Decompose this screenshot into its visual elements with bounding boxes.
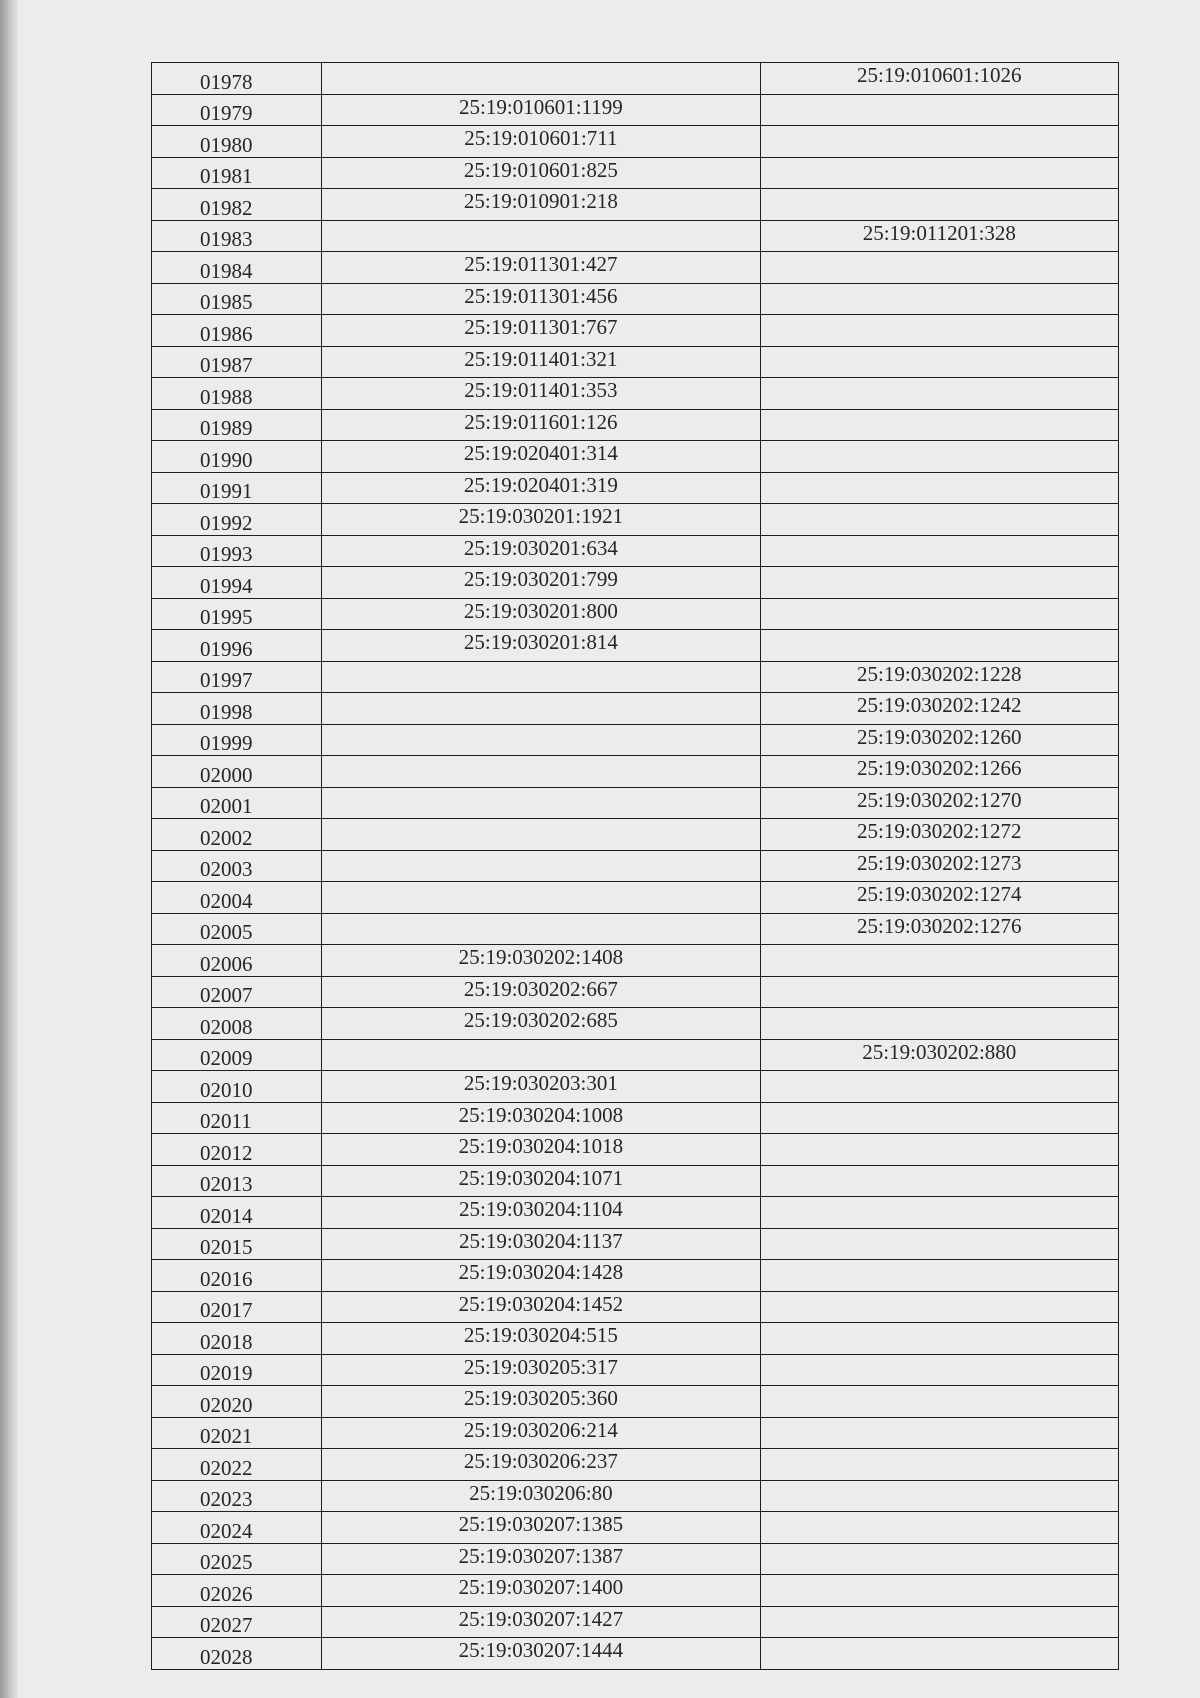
cadastral-number-cell-secondary	[760, 1102, 1118, 1134]
row-number-cell: 02026	[152, 1575, 322, 1607]
cadastral-number-cell-secondary	[760, 535, 1118, 567]
row-number-cell: 02015	[152, 1228, 322, 1260]
scan-edge-shadow	[0, 0, 18, 1698]
cadastral-number-cell-secondary	[760, 315, 1118, 347]
row-number-cell: 02004	[152, 882, 322, 914]
table-row	[152, 787, 1119, 819]
row-number-cell: 01994	[152, 567, 322, 599]
row-number-cell: 02013	[152, 1165, 322, 1197]
table-row	[152, 1606, 1119, 1638]
cadastral-number-cell-secondary: 25:19:030202:1273	[760, 850, 1118, 882]
row-number-cell: 01998	[152, 693, 322, 725]
cadastral-number-cell-primary	[322, 913, 760, 945]
cadastral-number-cell-primary: 25:19:030203:301	[322, 1071, 760, 1103]
table-row	[152, 315, 1119, 347]
cadastral-number-cell-secondary	[760, 504, 1118, 536]
cadastral-number-cell-primary: 25:19:030207:1387	[322, 1543, 760, 1575]
row-number-cell: 02023	[152, 1480, 322, 1512]
row-number-cell: 02016	[152, 1260, 322, 1292]
cadastral-number-cell-primary	[322, 1039, 760, 1071]
table-row	[152, 63, 1119, 95]
row-number-cell: 01996	[152, 630, 322, 662]
cadastral-number-cell-primary: 25:19:030204:1137	[322, 1228, 760, 1260]
cadastral-number-cell-primary: 25:19:030205:317	[322, 1354, 760, 1386]
row-number-cell: 02018	[152, 1323, 322, 1355]
cadastral-number-cell-secondary: 25:19:010601:1026	[760, 63, 1118, 95]
cadastral-number-cell-primary: 25:19:020401:319	[322, 472, 760, 504]
table-row	[152, 346, 1119, 378]
row-number-cell: 02025	[152, 1543, 322, 1575]
cadastral-number-cell-secondary: 25:19:030202:1266	[760, 756, 1118, 788]
cadastral-number-cell-primary: 25:19:030206:214	[322, 1417, 760, 1449]
cadastral-number-cell-secondary	[760, 1228, 1118, 1260]
row-number-cell: 02010	[152, 1071, 322, 1103]
cadastral-number-cell-secondary	[760, 1512, 1118, 1544]
cadastral-number-cell-secondary	[760, 1480, 1118, 1512]
table-row	[152, 1386, 1119, 1418]
row-number-cell: 01991	[152, 472, 322, 504]
cadastral-number-cell-secondary: 25:19:030202:1242	[760, 693, 1118, 725]
cadastral-number-cell-secondary	[760, 189, 1118, 221]
cadastral-number-cell-primary: 25:19:030201:634	[322, 535, 760, 567]
cadastral-number-cell-secondary	[760, 976, 1118, 1008]
cadastral-number-cell-secondary	[760, 598, 1118, 630]
table-row	[152, 1543, 1119, 1575]
cadastral-number-cell-primary: 25:19:011301:767	[322, 315, 760, 347]
table-row	[152, 819, 1119, 851]
cadastral-number-cell-secondary	[760, 1071, 1118, 1103]
cadastral-number-cell-secondary	[760, 94, 1118, 126]
cadastral-number-cell-primary: 25:19:011601:126	[322, 409, 760, 441]
cadastral-number-cell-secondary	[760, 1291, 1118, 1323]
cadastral-number-cell-primary: 25:19:010901:218	[322, 189, 760, 221]
row-number-cell: 02011	[152, 1102, 322, 1134]
cadastral-number-cell-secondary	[760, 1260, 1118, 1292]
table-row	[152, 157, 1119, 189]
row-number-cell: 01978	[152, 63, 322, 95]
cadastral-number-cell-primary: 25:19:030202:1408	[322, 945, 760, 977]
table-row	[152, 252, 1119, 284]
cadastral-number-cell-secondary	[760, 1197, 1118, 1229]
table-row	[152, 1134, 1119, 1166]
cadastral-number-cell-secondary	[760, 1543, 1118, 1575]
cadastral-number-cell-primary	[322, 693, 760, 725]
cadastral-number-cell-secondary: 25:19:030202:1272	[760, 819, 1118, 851]
table-row	[152, 472, 1119, 504]
cadastral-number-cell-primary	[322, 63, 760, 95]
row-number-cell: 02019	[152, 1354, 322, 1386]
cadastral-number-cell-secondary	[760, 472, 1118, 504]
cadastral-number-cell-primary	[322, 850, 760, 882]
row-number-cell: 02008	[152, 1008, 322, 1040]
row-number-cell: 02012	[152, 1134, 322, 1166]
cadastral-number-cell-secondary	[760, 283, 1118, 315]
table-row	[152, 1354, 1119, 1386]
row-number-cell: 02014	[152, 1197, 322, 1229]
table-row	[152, 1039, 1119, 1071]
row-number-cell: 01986	[152, 315, 322, 347]
table-row	[152, 1197, 1119, 1229]
cadastral-number-cell-primary: 25:19:011401:353	[322, 378, 760, 410]
cadastral-number-cell-primary: 25:19:011401:321	[322, 346, 760, 378]
table-row	[152, 661, 1119, 693]
table-row	[152, 189, 1119, 221]
cadastral-number-cell-secondary: 25:19:030202:1276	[760, 913, 1118, 945]
table-row	[152, 1638, 1119, 1670]
cadastral-number-cell-secondary	[760, 126, 1118, 158]
cadastral-number-cell-primary: 25:19:030204:1071	[322, 1165, 760, 1197]
table-row	[152, 976, 1119, 1008]
table-row	[152, 1291, 1119, 1323]
table-row	[152, 630, 1119, 662]
row-number-cell: 02027	[152, 1606, 322, 1638]
cadastral-number-cell-primary: 25:19:010601:825	[322, 157, 760, 189]
table-row	[152, 1228, 1119, 1260]
row-number-cell: 01990	[152, 441, 322, 473]
cadastral-number-cell-primary: 25:19:030204:1104	[322, 1197, 760, 1229]
row-number-cell: 01992	[152, 504, 322, 536]
cadastral-number-cell-secondary	[760, 441, 1118, 473]
table-row	[152, 567, 1119, 599]
cadastral-number-cell-primary	[322, 220, 760, 252]
table-row	[152, 378, 1119, 410]
cadastral-number-cell-primary	[322, 882, 760, 914]
cadastral-number-cell-secondary	[760, 1638, 1118, 1670]
table-row	[152, 945, 1119, 977]
row-number-cell: 01983	[152, 220, 322, 252]
table-row	[152, 724, 1119, 756]
table-row	[152, 1165, 1119, 1197]
row-number-cell: 01982	[152, 189, 322, 221]
row-number-cell: 02024	[152, 1512, 322, 1544]
table-row	[152, 1102, 1119, 1134]
row-number-cell: 02007	[152, 976, 322, 1008]
table-row	[152, 1512, 1119, 1544]
table-body	[152, 63, 1119, 1670]
cadastral-number-cell-primary: 25:19:030202:685	[322, 1008, 760, 1040]
cadastral-number-cell-primary: 25:19:030204:1008	[322, 1102, 760, 1134]
cadastral-number-cell-primary: 25:19:030204:1452	[322, 1291, 760, 1323]
cadastral-number-table	[151, 62, 1119, 1670]
row-number-cell: 02020	[152, 1386, 322, 1418]
cadastral-number-cell-secondary: 25:19:030202:1270	[760, 787, 1118, 819]
row-number-cell: 02002	[152, 819, 322, 851]
table-row	[152, 882, 1119, 914]
cadastral-number-cell-secondary: 25:19:011201:328	[760, 220, 1118, 252]
cadastral-number-cell-secondary	[760, 1008, 1118, 1040]
row-number-cell: 02005	[152, 913, 322, 945]
row-number-cell: 02028	[152, 1638, 322, 1670]
table-row	[152, 126, 1119, 158]
cadastral-number-cell-secondary: 25:19:030202:1260	[760, 724, 1118, 756]
table-row	[152, 1260, 1119, 1292]
row-number-cell: 02022	[152, 1449, 322, 1481]
cadastral-number-cell-primary: 25:19:030201:799	[322, 567, 760, 599]
cadastral-number-cell-primary: 25:19:030201:814	[322, 630, 760, 662]
row-number-cell: 01985	[152, 283, 322, 315]
cadastral-number-cell-primary	[322, 661, 760, 693]
row-number-cell: 02000	[152, 756, 322, 788]
row-number-cell: 01993	[152, 535, 322, 567]
row-number-cell: 01987	[152, 346, 322, 378]
row-number-cell: 01980	[152, 126, 322, 158]
table-row	[152, 913, 1119, 945]
cadastral-number-cell-secondary	[760, 346, 1118, 378]
table-row	[152, 1417, 1119, 1449]
table-row	[152, 598, 1119, 630]
table-row	[152, 504, 1119, 536]
cadastral-number-cell-secondary	[760, 409, 1118, 441]
cadastral-number-cell-primary: 25:19:030204:515	[322, 1323, 760, 1355]
table-row	[152, 283, 1119, 315]
table-row	[152, 1071, 1119, 1103]
cadastral-number-cell-primary: 25:19:020401:314	[322, 441, 760, 473]
cadastral-number-cell-secondary	[760, 1386, 1118, 1418]
cadastral-number-cell-secondary	[760, 1606, 1118, 1638]
cadastral-number-cell-primary: 25:19:030206:237	[322, 1449, 760, 1481]
cadastral-number-cell-secondary	[760, 945, 1118, 977]
row-number-cell: 02009	[152, 1039, 322, 1071]
row-number-cell: 01997	[152, 661, 322, 693]
row-number-cell: 01981	[152, 157, 322, 189]
row-number-cell: 01995	[152, 598, 322, 630]
table-row	[152, 220, 1119, 252]
cadastral-number-cell-primary	[322, 787, 760, 819]
cadastral-number-cell-secondary	[760, 378, 1118, 410]
row-number-cell: 02017	[152, 1291, 322, 1323]
cadastral-number-cell-secondary	[760, 252, 1118, 284]
cadastral-number-cell-primary: 25:19:010601:711	[322, 126, 760, 158]
cadastral-number-cell-primary	[322, 756, 760, 788]
cadastral-number-cell-primary: 25:19:030207:1400	[322, 1575, 760, 1607]
table-row	[152, 1575, 1119, 1607]
table-row	[152, 756, 1119, 788]
cadastral-number-cell-primary: 25:19:010601:1199	[322, 94, 760, 126]
cadastral-number-cell-secondary: 25:19:030202:880	[760, 1039, 1118, 1071]
cadastral-number-cell-primary: 25:19:030205:360	[322, 1386, 760, 1418]
table-row	[152, 1008, 1119, 1040]
table-row	[152, 535, 1119, 567]
cadastral-number-cell-primary: 25:19:030207:1427	[322, 1606, 760, 1638]
cadastral-number-cell-secondary	[760, 630, 1118, 662]
cadastral-number-cell-primary	[322, 724, 760, 756]
table-row	[152, 1480, 1119, 1512]
cadastral-number-cell-secondary	[760, 1165, 1118, 1197]
cadastral-number-cell-primary: 25:19:030204:1018	[322, 1134, 760, 1166]
cadastral-number-cell-primary: 25:19:030201:1921	[322, 504, 760, 536]
cadastral-number-cell-secondary	[760, 1134, 1118, 1166]
cadastral-number-cell-secondary: 25:19:030202:1228	[760, 661, 1118, 693]
cadastral-number-cell-secondary: 25:19:030202:1274	[760, 882, 1118, 914]
cadastral-number-cell-secondary	[760, 1449, 1118, 1481]
cadastral-number-cell-secondary	[760, 1354, 1118, 1386]
row-number-cell: 01989	[152, 409, 322, 441]
table-row	[152, 409, 1119, 441]
table-row	[152, 1323, 1119, 1355]
table-row	[152, 94, 1119, 126]
table-row	[152, 693, 1119, 725]
row-number-cell: 01984	[152, 252, 322, 284]
table-row	[152, 850, 1119, 882]
cadastral-number-cell-primary: 25:19:030207:1385	[322, 1512, 760, 1544]
cadastral-number-cell-primary: 25:19:030201:800	[322, 598, 760, 630]
row-number-cell: 01979	[152, 94, 322, 126]
cadastral-number-cell-primary: 25:19:030204:1428	[322, 1260, 760, 1292]
cadastral-number-cell-secondary	[760, 157, 1118, 189]
row-number-cell: 02001	[152, 787, 322, 819]
table-row	[152, 1449, 1119, 1481]
row-number-cell: 01988	[152, 378, 322, 410]
row-number-cell: 02003	[152, 850, 322, 882]
cadastral-number-cell-primary: 25:19:011301:427	[322, 252, 760, 284]
cadastral-number-cell-primary: 25:19:011301:456	[322, 283, 760, 315]
cadastral-number-cell-secondary	[760, 567, 1118, 599]
row-number-cell: 02021	[152, 1417, 322, 1449]
row-number-cell: 01999	[152, 724, 322, 756]
cadastral-number-cell-primary: 25:19:030206:80	[322, 1480, 760, 1512]
cadastral-number-cell-primary	[322, 819, 760, 851]
cadastral-number-cell-secondary	[760, 1575, 1118, 1607]
row-number-cell: 02006	[152, 945, 322, 977]
cadastral-number-cell-secondary	[760, 1323, 1118, 1355]
cadastral-number-cell-primary: 25:19:030202:667	[322, 976, 760, 1008]
cadastral-number-cell-secondary	[760, 1417, 1118, 1449]
table-row	[152, 441, 1119, 473]
cadastral-number-cell-primary: 25:19:030207:1444	[322, 1638, 760, 1670]
